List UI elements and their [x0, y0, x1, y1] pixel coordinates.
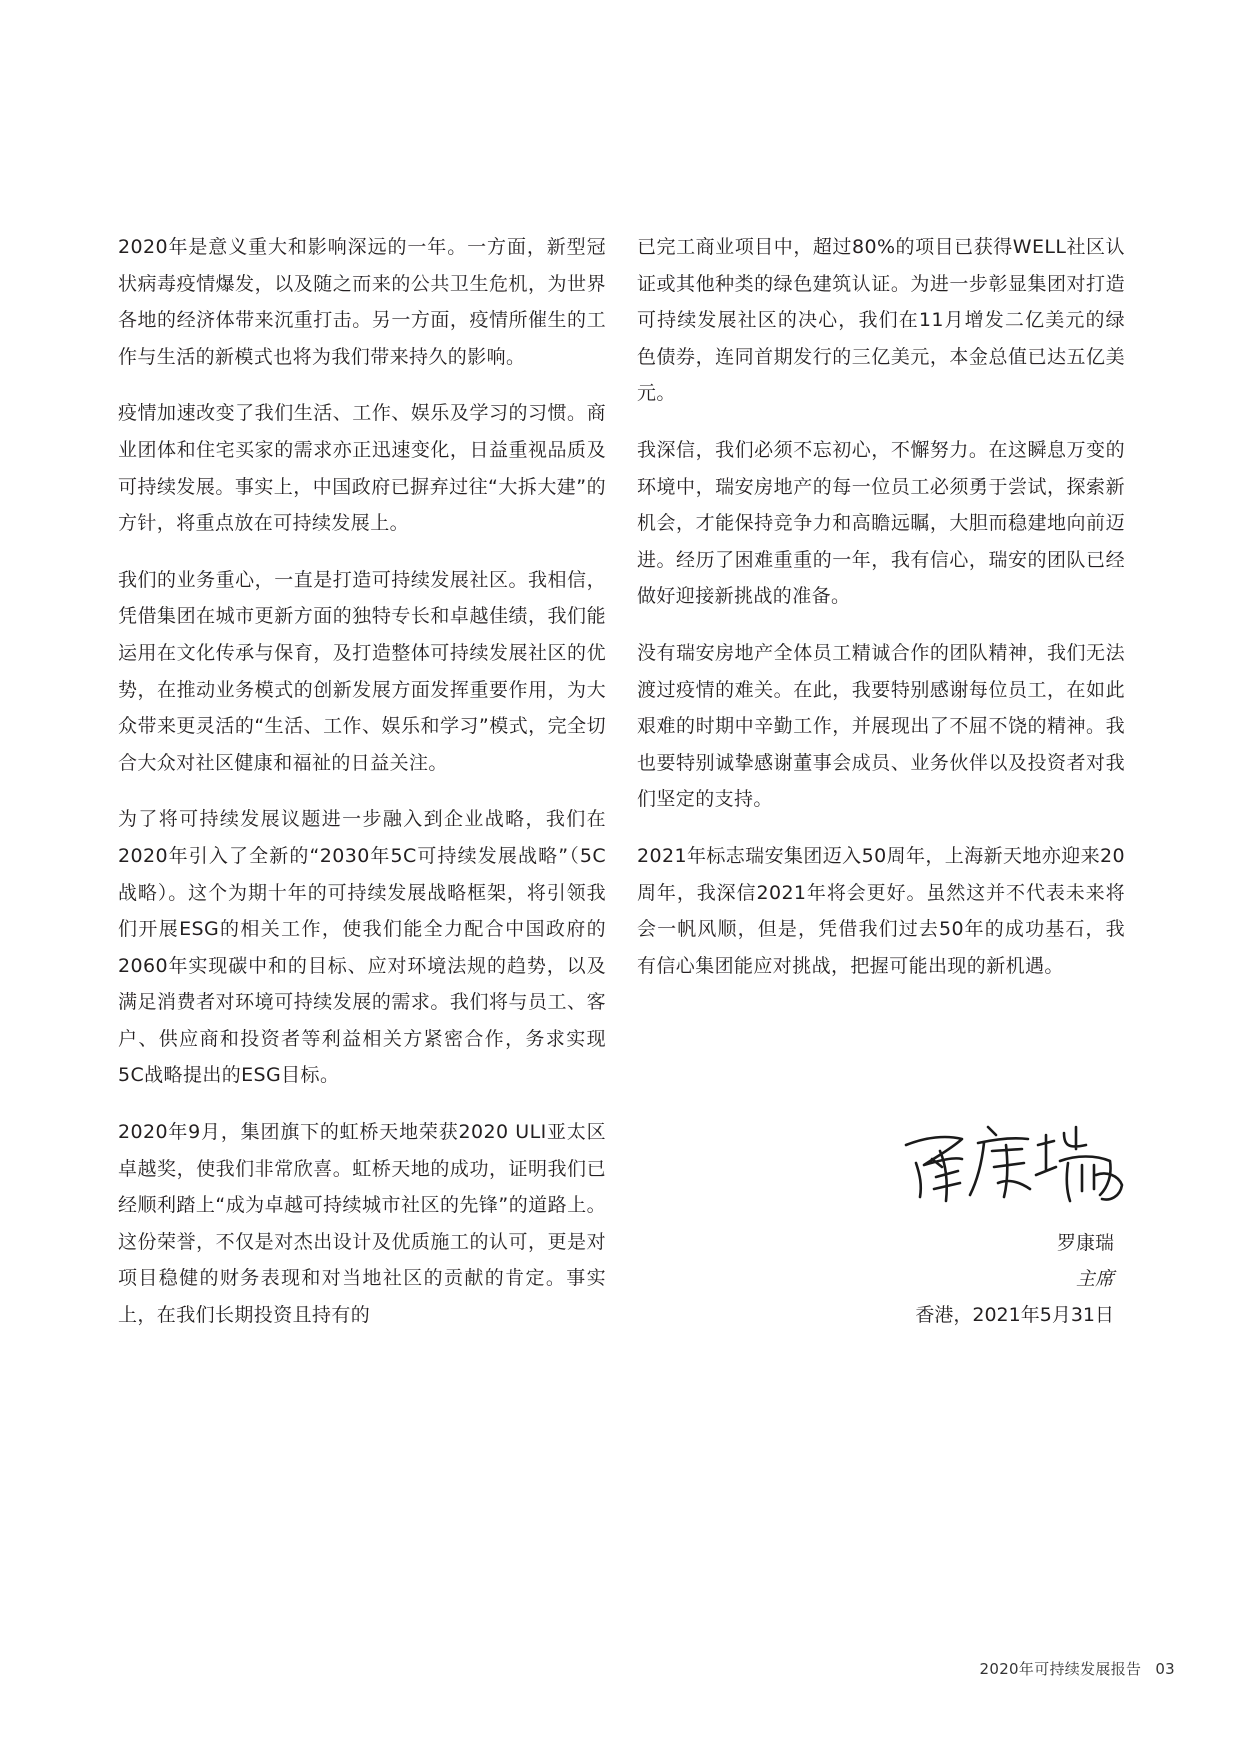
page-number: 03 — [1155, 1660, 1175, 1678]
paragraph: 已完工商业项目中，超过80%的项目已获得WELL社区认证或其他种类的绿色建筑认证。为进一步彰显集团对打造可持续发展社区的决心，我们在11月增发二亿美元的绿色债券，连同首期发行的三亿美元，本金总值已达五亿美元。 — [637, 236, 1125, 405]
right-column — [637, 229, 1125, 1004]
handwritten-signature — [896, 1105, 1126, 1215]
report-title: 2020年可持续发展报告 — [979, 1660, 1142, 1678]
paragraph: 疫情加速改变了我们生活、工作、娱乐及学习的习惯。商业团体和住宅买家的需求亦正迅速变化，日益重视品质及可持续发展。事实上，中国政府已摒弃过往“大拆大建”的方针，将重点放在可持续发展上。 — [118, 402, 606, 535]
paragraph: 我们的业务重心，一直是打造可持续发展社区。我相信，凭借集团在城市更新方面的独特专长和卓越佳绩，我们能运用在文化传承与保育，及打造整体可持续发展社区的优势，在推动业务模式的创新发展方面发挥重要作用，为大众带来更灵活的“生活、工作、娱乐和学习”模式，完全切合大众对社区健康和福祉的日益关注。 — [118, 568, 606, 774]
paragraph: 没有瑞安房地产全体员工精诚合作的团队精神，我们无法渡过疫情的难关。在此，我要特别感谢每位员工，在如此艰难的时期中辛勤工作，并展现出了不屈不饶的精神。我也要特别诚挚感谢董事会成员、业务伙伴以及投资者对我们坚定的支持。 — [637, 641, 1125, 811]
paragraph: 2021年标志瑞安集团迈入50周年，上海新天地亦迎来20周年，我深信2021年将会更好。虽然这并不代表未来将会一帆风顺，但是，凭借我们过去50年的成功基石，我有信心集团能应对挑战，把握可能出现的新机遇。 — [637, 844, 1125, 977]
signatory-name: 罗康瑞 — [1056, 1232, 1114, 1254]
page-footer — [980, 1658, 1175, 1679]
signatory-title: 主席 — [1075, 1268, 1114, 1290]
signature-block — [915, 1225, 1114, 1333]
left-column — [118, 229, 606, 1354]
place-date: 香港，2021年5月31日 — [915, 1304, 1114, 1326]
paragraph: 2020年9月，集团旗下的虹桥天地荣获2020 ULI亚太区卓越奖，使我们非常欣喜。虹桥天地的成功，证明我们已经顺利踏上“成为卓越可持续城市社区的先锋”的道路上。这份荣誉，不仅是对杰出设计及优质施工的认可，更是对项目稳健的财务表现和对当地社区的贡献的肯定。事实上，在我们长期投资且持有的 — [118, 1121, 606, 1327]
paragraph: 2020年是意义重大和影响深远的一年。一方面，新型冠状病毒疫情爆发，以及随之而来的公共卫生危机，为世界各地的经济体带来沉重打击。另一方面，疫情所催生的工作与生活的新模式也将为我们带来持久的影响。 — [118, 236, 606, 368]
paragraph: 我深信，我们必须不忘初心，不懈努力。在这瞬息万变的环境中，瑞安房地产的每一位员工必须勇于尝试，探索新机会，才能保持竞争力和高瞻远瞩，大胆而稳建地向前迈进。经历了困难重重的一年，我有信心，瑞安的团队已经做好迎接新挑战的准备。 — [637, 438, 1125, 608]
paragraph: 为了将可持续发展议题进一步融入到企业战略，我们在2020年引入了全新的“2030年5C可持续发展战略”（5C战略）。这个为期十年的可持续发展战略框架，将引领我们开展ESG的相关工作，使我们能全力配合中国政府的2060年实现碳中和的目标、应对环境法规的趋势，以及满足消费者对环境可持续发展的需求。我们将与员工、客户、供应商和投资者等利益相关方紧密合作，务求实现5C战略提出的ESG目标。 — [118, 808, 606, 1087]
